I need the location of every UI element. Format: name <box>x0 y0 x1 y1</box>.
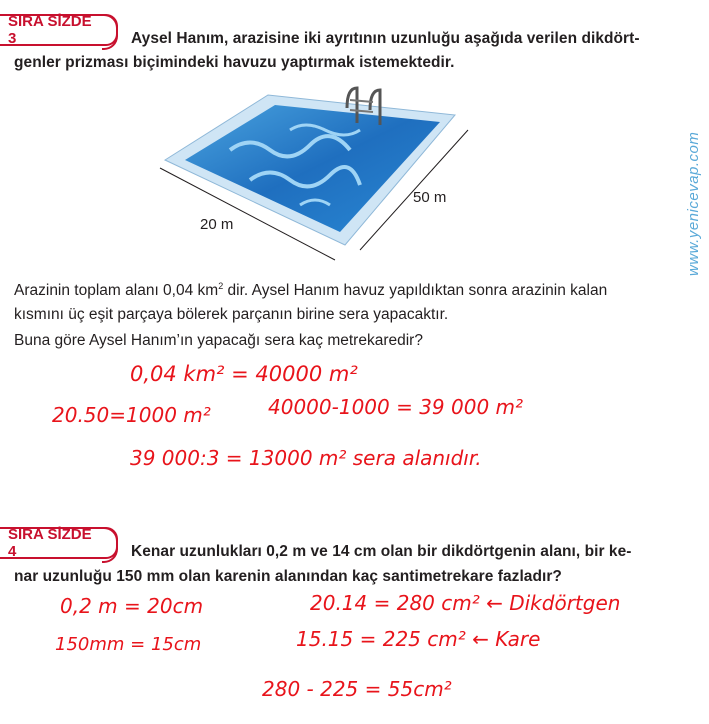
q4-hw-line2a: 150mm = 15cm <box>55 634 202 655</box>
q3-text-line1: Aysel Hanım, arazisine iki ayrıtının uzunluğu aşağıda verilen dikdört- <box>131 30 640 47</box>
q4-text-line1: Kenar uzunlukları 0,2 m ve 14 cm olan bir dikdörtgenin alanı, bir ke- <box>131 543 632 560</box>
dim-50m-label: 50 m <box>413 189 447 206</box>
q4-text-line2: nar uzunluğu 150 mm olan karenin alanından kaç santimetrekare fazladır? <box>14 568 562 585</box>
watermark-text: www.yenicevap.com <box>685 131 702 276</box>
dim-20m-label: 20 m <box>200 216 234 233</box>
q3-para1-b: dir. Aysel Hanım havuz yapıldıktan sonra arazinin kalan <box>223 282 608 300</box>
q4-badge-label: SIRA SİZDE 4 <box>8 526 92 560</box>
q3-para2: kısmını üç eşit parçaya bölerek parçanın birine sera yapacaktır. <box>14 306 449 323</box>
watermark-logo <box>683 58 703 278</box>
q3-hw-line2b: 40000-1000 = 39 000 m² <box>268 395 524 419</box>
q4-hw-line1a: 0,2 m = 20cm <box>60 594 204 618</box>
q3-hw-line2a: 20.50=1000 m² <box>52 403 211 427</box>
q3-hw-line3: 39 000:3 = 13000 m² sera alanıdır. <box>130 446 482 470</box>
q4-hw-line1b: 20.14 = 280 cm² ← Dikdörtgen <box>310 591 621 615</box>
q4-hw-line3: 280 - 225 = 55cm² <box>262 677 452 701</box>
q4-hw-line2b: 15.15 = 225 cm² ← Kare <box>296 627 541 651</box>
q3-para1-sup: 2 <box>218 281 224 291</box>
q3-hw-line1: 0,04 km² = 40000 m² <box>130 362 358 386</box>
q3-text-line2: genler prizması biçimindeki havuzu yaptırmak istemektedir. <box>14 54 455 71</box>
q3-para1-a: Arazinin toplam alanı 0,04 km <box>14 282 219 300</box>
q3-badge-label: SIRA SİZDE 3 <box>8 13 92 47</box>
q4-badge <box>0 527 118 559</box>
q3-para1 <box>14 281 607 300</box>
q3-para3: Buna göre Aysel Hanım’ın yapacağı sera kaç metrekaredir? <box>14 332 423 349</box>
